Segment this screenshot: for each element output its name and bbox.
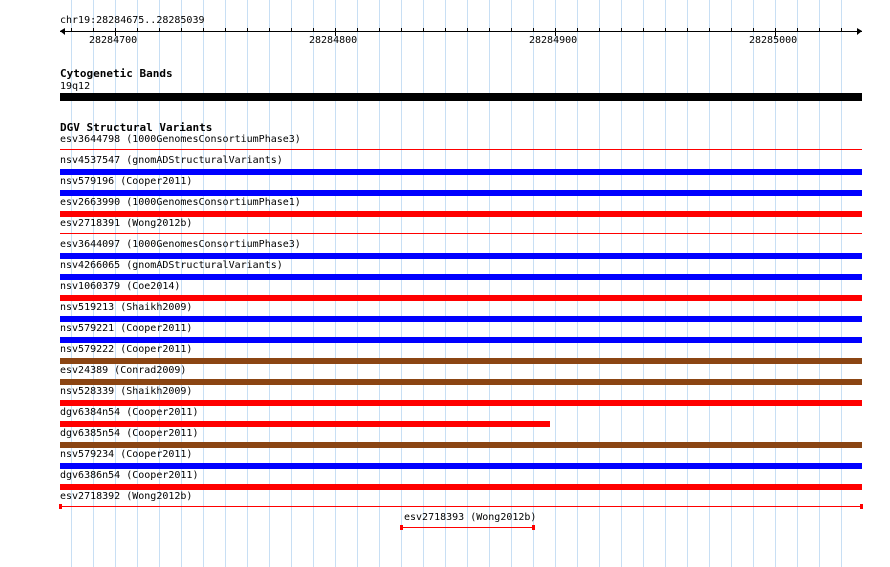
dgv-feature-label: nsv579234 (Cooper2011) — [60, 449, 193, 460]
ruler-minor-tick — [203, 28, 204, 31]
dgv-feature-bar[interactable] — [60, 379, 862, 385]
grid-line — [203, 0, 204, 567]
ruler-minor-tick — [489, 28, 490, 31]
dgv-feature-bar[interactable] — [60, 442, 862, 448]
ruler-minor-tick — [93, 28, 94, 31]
dgv-feature-label: esv3644097 (1000GenomesConsortiumPhase3) — [60, 239, 301, 250]
dgv-feature-label: nsv1060379 (Coe2014) — [60, 281, 181, 292]
ruler-minor-tick — [313, 28, 314, 31]
ruler-region-label: chr19:28284675..28285039 — [60, 15, 205, 26]
grid-line — [533, 0, 534, 567]
dgv-feature-label: nsv519213 (Shaikh2009) — [60, 302, 193, 313]
ruler-tick-label: 28284900 — [529, 35, 578, 46]
ruler-minor-tick — [379, 28, 380, 31]
ruler-tick-label: 28284800 — [309, 35, 358, 46]
grid-line — [577, 0, 578, 567]
grid-line — [467, 0, 468, 567]
ruler-minor-tick — [797, 28, 798, 31]
dgv-feature-label: esv2663990 (1000GenomesConsortiumPhase1) — [60, 197, 301, 208]
grid-line — [687, 0, 688, 567]
grid-line — [423, 0, 424, 567]
ruler-minor-tick — [467, 28, 468, 31]
ruler-right-arrow-icon — [857, 28, 862, 35]
dgv-feature-bar[interactable] — [60, 169, 862, 175]
dgv-feature-label: nsv528339 (Shaikh2009) — [60, 386, 193, 397]
grid-line — [291, 0, 292, 567]
dgv-feature-bar[interactable] — [60, 337, 862, 343]
grid-line — [731, 0, 732, 567]
ruler-tick-label: 28285000 — [749, 35, 798, 46]
ruler-minor-tick — [841, 28, 842, 31]
cytoband-bar[interactable] — [60, 93, 862, 101]
grid-line — [357, 0, 358, 567]
dgv-feature-label: esv2718391 (Wong2012b) — [60, 218, 193, 229]
grid-line — [401, 0, 402, 567]
ruler-minor-tick — [71, 28, 72, 31]
dgv-feature-label: esv3644798 (1000GenomesConsortiumPhase3) — [60, 134, 301, 145]
grid-line — [489, 0, 490, 567]
grid-line — [841, 0, 842, 567]
dgv-feature-endcap — [860, 504, 863, 509]
dgv-feature-endcap — [400, 525, 403, 530]
ruler-minor-tick — [687, 28, 688, 31]
ruler-minor-tick — [181, 28, 182, 31]
dgv-feature-label: dgv6385n54 (Cooper2011) — [60, 428, 199, 439]
ruler-minor-tick — [753, 28, 754, 31]
dgv-feature-label: dgv6384n54 (Cooper2011) — [60, 407, 199, 418]
grid-line — [313, 0, 314, 567]
dgv-feature-bar[interactable] — [60, 316, 862, 322]
dgv-feature-bar[interactable] — [60, 233, 862, 234]
dgv-feature-label: esv2718392 (Wong2012b) — [60, 491, 193, 502]
grid-line — [445, 0, 446, 567]
ruler-tick-label: 28284700 — [89, 35, 138, 46]
dgv-feature-bar[interactable] — [60, 484, 862, 490]
grid-line — [555, 0, 556, 567]
dgv-feature-bar[interactable] — [60, 295, 862, 301]
dgv-track-title: DGV Structural Variants — [60, 121, 213, 134]
dgv-feature-bar[interactable] — [60, 253, 862, 259]
dgv-feature-bar[interactable] — [60, 358, 862, 364]
dgv-feature-label: nsv4537547 (gnomADStructuralVariants) — [60, 155, 283, 166]
ruler-minor-tick — [137, 28, 138, 31]
ruler-axis — [60, 31, 862, 32]
dgv-feature-bar[interactable] — [60, 400, 862, 406]
ruler-minor-tick — [819, 28, 820, 31]
ruler-minor-tick — [247, 28, 248, 31]
grid-line — [643, 0, 644, 567]
ruler-minor-tick — [599, 28, 600, 31]
grid-line — [335, 0, 336, 567]
grid-line — [225, 0, 226, 567]
dgv-feature-endcap — [59, 504, 62, 509]
grid-line — [247, 0, 248, 567]
dgv-feature-label: nsv579196 (Cooper2011) — [60, 176, 193, 187]
grid-line — [269, 0, 270, 567]
cytoband-track-title: Cytogenetic Bands — [60, 67, 173, 80]
dgv-feature-bar[interactable] — [60, 421, 550, 427]
dgv-feature-bar[interactable] — [401, 527, 534, 528]
grid-line — [599, 0, 600, 567]
grid-line — [797, 0, 798, 567]
ruler-minor-tick — [423, 28, 424, 31]
grid-line — [819, 0, 820, 567]
dgv-feature-label: esv24389 (Conrad2009) — [60, 365, 187, 376]
dgv-feature-endcap — [532, 525, 535, 530]
dgv-feature-label: nsv579222 (Cooper2011) — [60, 344, 193, 355]
grid-line — [511, 0, 512, 567]
grid-line — [753, 0, 754, 567]
ruler-minor-tick — [269, 28, 270, 31]
ruler-minor-tick — [709, 28, 710, 31]
ruler-minor-tick — [401, 28, 402, 31]
ruler-minor-tick — [643, 28, 644, 31]
dgv-feature-bar[interactable] — [60, 149, 862, 150]
ruler-minor-tick — [533, 28, 534, 31]
grid-line — [181, 0, 182, 567]
ruler-left-arrow-icon — [60, 28, 65, 35]
grid-line — [379, 0, 380, 567]
ruler-minor-tick — [291, 28, 292, 31]
grid-line — [621, 0, 622, 567]
ruler-minor-tick — [357, 28, 358, 31]
ruler-minor-tick — [159, 28, 160, 31]
dgv-feature-bar[interactable] — [60, 274, 862, 280]
ruler-minor-tick — [665, 28, 666, 31]
ruler-minor-tick — [511, 28, 512, 31]
ruler-minor-tick — [731, 28, 732, 31]
dgv-feature-bar[interactable] — [60, 190, 862, 196]
dgv-feature-label: nsv4266065 (gnomADStructuralVariants) — [60, 260, 283, 271]
ruler-minor-tick — [225, 28, 226, 31]
dgv-feature-bar[interactable] — [60, 211, 862, 217]
dgv-feature-bar[interactable] — [60, 506, 862, 507]
dgv-feature-label: nsv579221 (Cooper2011) — [60, 323, 193, 334]
grid-line — [775, 0, 776, 567]
cytoband-label: 19q12 — [60, 81, 91, 92]
ruler-minor-tick — [577, 28, 578, 31]
grid-line — [665, 0, 666, 567]
ruler-minor-tick — [621, 28, 622, 31]
dgv-feature-bar[interactable] — [60, 463, 862, 469]
dgv-feature-label: esv2718393 (Wong2012b) — [404, 512, 537, 523]
dgv-feature-label: dgv6386n54 (Cooper2011) — [60, 470, 199, 481]
ruler-minor-tick — [445, 28, 446, 31]
grid-line — [709, 0, 710, 567]
